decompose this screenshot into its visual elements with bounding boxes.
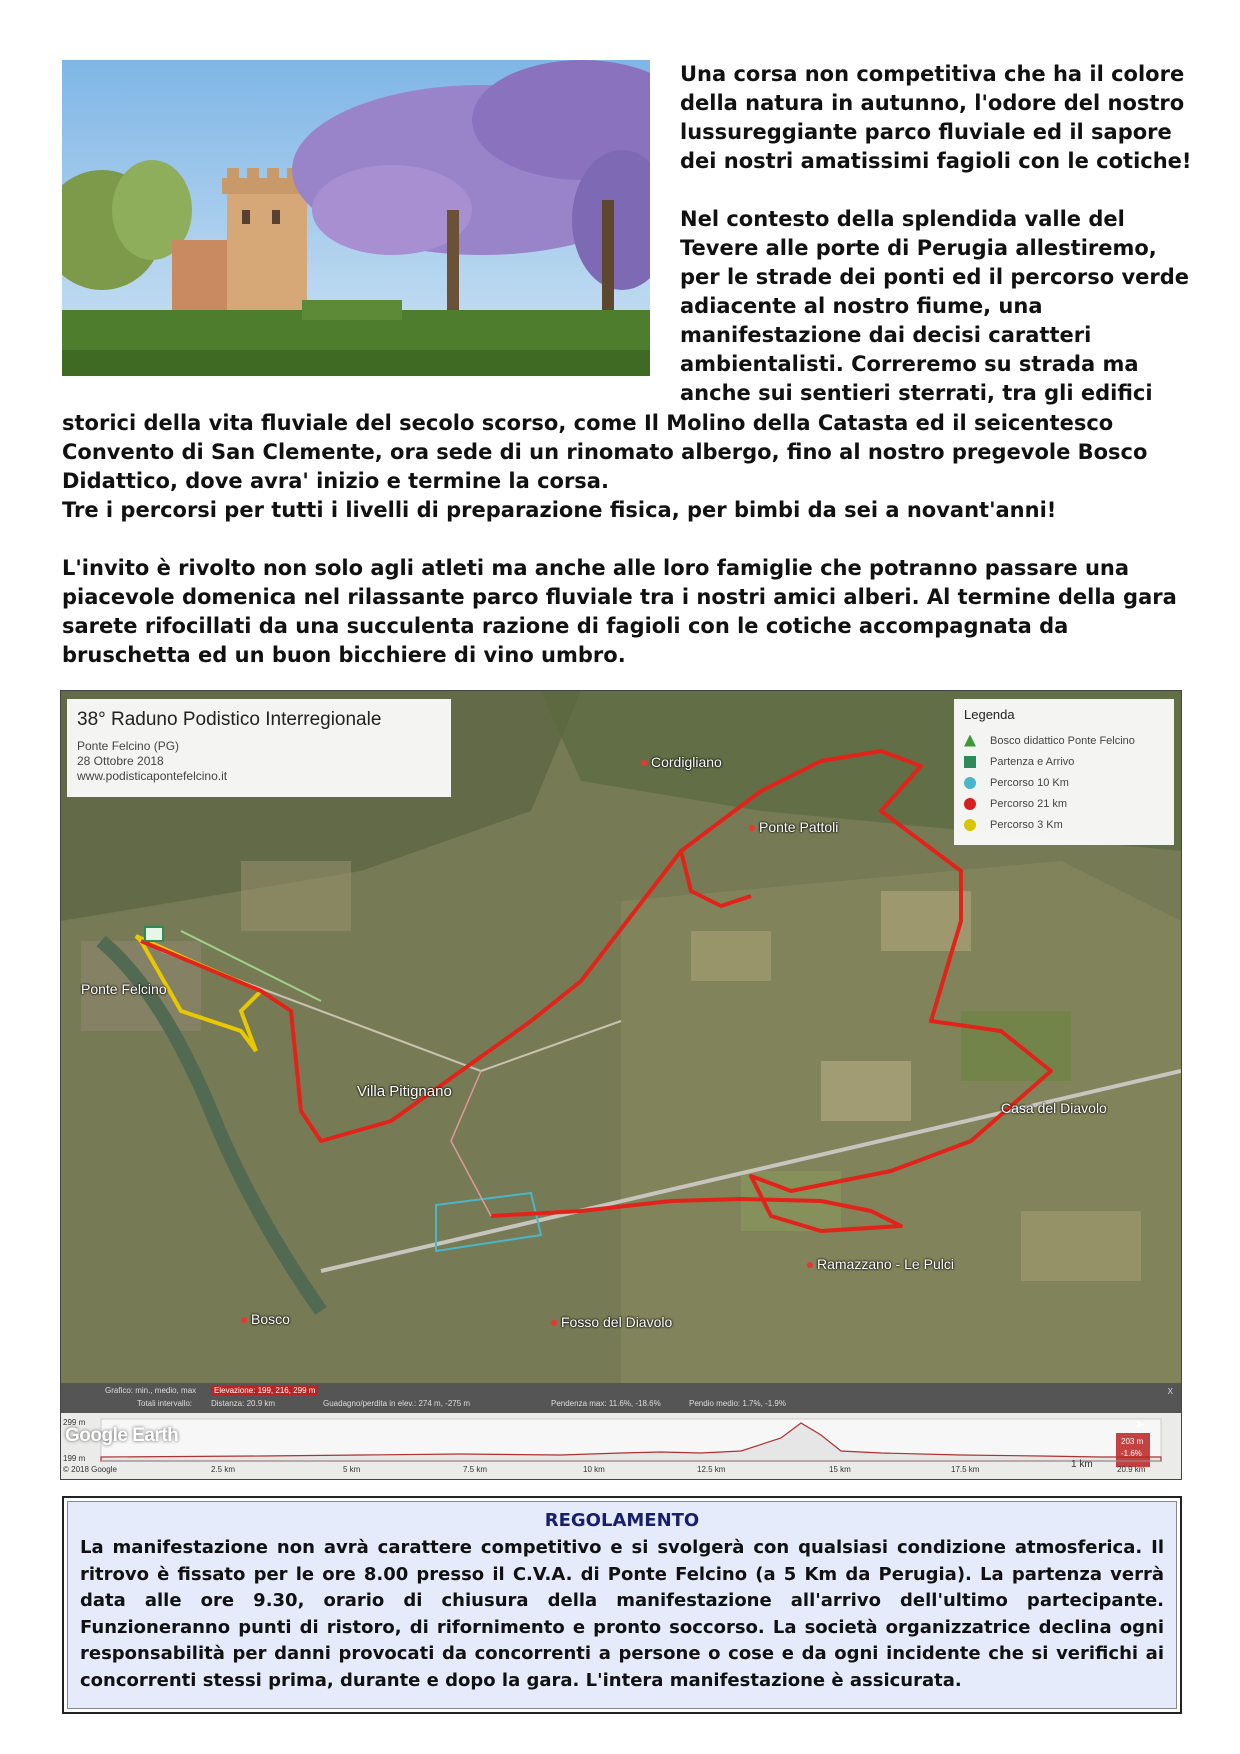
runner-icon-red (964, 798, 976, 810)
intro-full-width (62, 409, 1182, 670)
legend-title: Legenda (964, 707, 1015, 722)
close-icon[interactable]: X (1167, 1387, 1173, 1396)
legend-item: Bosco didattico Ponte Felcino (964, 730, 1164, 751)
google-earth-logo: Google Earth (65, 1425, 179, 1446)
elevation-stats-bar: Grafico: min., medio, max Elevazione: 199, 216, 299 m Totali intervallo: Distanza: 20.9 km Guadagno/perdita in elev.: 274 m, -275 m Pendenza max: 11.6%, -18.6% Pendio medio: 1.7%, -1.9% X (61, 1383, 1181, 1413)
map-date: 28 Ottobre 2018 (77, 754, 164, 768)
place-villa-pitignano: Villa Pitignano (357, 1083, 452, 1100)
place-casa-diavolo: Casa del Diavolo (1001, 1100, 1107, 1116)
map-title: 38° Raduno Podistico Interregionale (77, 709, 382, 730)
runner-icon-yellow (964, 819, 976, 831)
legend-item: Partenza e Arrivo (964, 751, 1164, 772)
regolamento-title: REGOLAMENTO (544, 1510, 700, 1531)
tree-icon (964, 735, 976, 747)
intro-paragraph-5: L'invito è rivolto non solo agli atleti ma anche alle loro famiglie che potranno passare una piacevole domenica nel rilassante parco fluviale tra i nostri amici alberi. Al termine della gara sarete rifocillati da una succulenta razione di fagioli con le cotiche accompagnata da bruschetta ed un buon bicchiere di vino umbro. (62, 556, 1177, 667)
place-marker-icon (551, 1320, 557, 1326)
place-ponte-felcino: Ponte Felcino (81, 981, 167, 997)
wisteria-tower-photo (62, 60, 650, 376)
regolamento-inner (67, 1501, 1177, 1709)
place-fosso-diavolo: Fosso del Diavolo (551, 1314, 672, 1330)
legend-item: Percorso 10 Km (964, 772, 1164, 793)
elevation-profile-panel[interactable]: Grafico: min., medio, max Elevazione: 199, 216, 299 m Totali intervallo: Distanza: 20.9 km Guadagno/perdita in elev.: 274 m, -275 m Pendenza max: 11.6%, -18.6% Pendio medio: 1.7%, -1.9% X Google Earth 299 m 199 m © 2018 Google 2.5 km 5 km 7.5 km 10 km 12.5 km 15 km 17.5 km 203 m -1.6% 20.9 km 1 km ➤ (61, 1383, 1181, 1479)
intro-paragraph-4: Tre i percorsi per tutti i livelli di preparazione fisica, per bimbi da sei a novant'anni! (62, 498, 1057, 522)
intro-paragraph-2: Nel contesto della splendida valle del Tevere alle porte di Perugia allestiremo, per le strade dei ponti ed il percorso verde adiacente al nostro fiume, una manifestazione dai decisi caratteri ambientalisti. Correremo su strada ma anche sui sentieri sterrati, tra gli edifici (680, 207, 1190, 405)
place-marker-icon (241, 1317, 247, 1323)
intro-right-column (680, 60, 1200, 437)
flag-icon (964, 756, 976, 768)
compass-icon[interactable]: ➤ (1135, 1417, 1146, 1431)
place-marker-icon (807, 1262, 813, 1268)
intro-paragraph-3: storici della vita fluviale del secolo scorso, come Il Molino della Catasta ed il seicentesco Convento di San Clemente, ora sede di un rinomato albergo, fino al nostro pregevole Bosco Didattico, dove avra' inizio e termine la corsa. (62, 411, 1148, 493)
map-website[interactable]: www.podisticapontefelcino.it (77, 769, 228, 783)
place-marker-icon (749, 825, 755, 831)
legend-item: Percorso 3 Km (964, 814, 1164, 835)
runner-icon-blue (964, 777, 976, 789)
intro-paragraph-1: Una corsa non competitiva che ha il colore della natura in autunno, l'odore del nostro lussureggiante parco fluviale ed il sapore dei nostri amatissimi fagioli con le cotiche! (680, 62, 1192, 173)
route-map[interactable] (60, 690, 1182, 1480)
regolamento-body: La manifestazione non avrà carattere competitivo e si svolgerà con qualsiasi condizione atmosferica. Il ritrovo è fissato per le ore 8.00 presso il C.V.A. di Ponte Felcino (a 5 Km da Perugia). La partenza verrà data alle ore 9.30, orario di chiusura della manifestazione all'arrivo dell'ultimo partecipante. Funzioneranno punti di ristoro, di rifornimento e pronto soccorso. La società organizzatrice declina ogni responsabilità per danni provocati da concorrenti a persone o cose e da ogni incidente che si verifichi ai concorrenti stessi prima, durante e dopo la gara. L'intera manifestazione è assicurata. (80, 1537, 1164, 1691)
place-marker-icon (641, 760, 647, 766)
regolamento-box (62, 1496, 1182, 1714)
place-cordigliano: Cordigliano (641, 754, 722, 770)
map-legend (954, 699, 1174, 845)
legend-item: Percorso 21 km (964, 793, 1164, 814)
place-ponte-pattoli: Ponte Pattoli (749, 819, 838, 835)
map-info-box (67, 699, 451, 797)
place-bosco: Bosco (241, 1311, 290, 1327)
place-ramazzano: Ramazzano - Le Pulci (807, 1256, 954, 1272)
map-location: Ponte Felcino (PG) (77, 739, 180, 753)
